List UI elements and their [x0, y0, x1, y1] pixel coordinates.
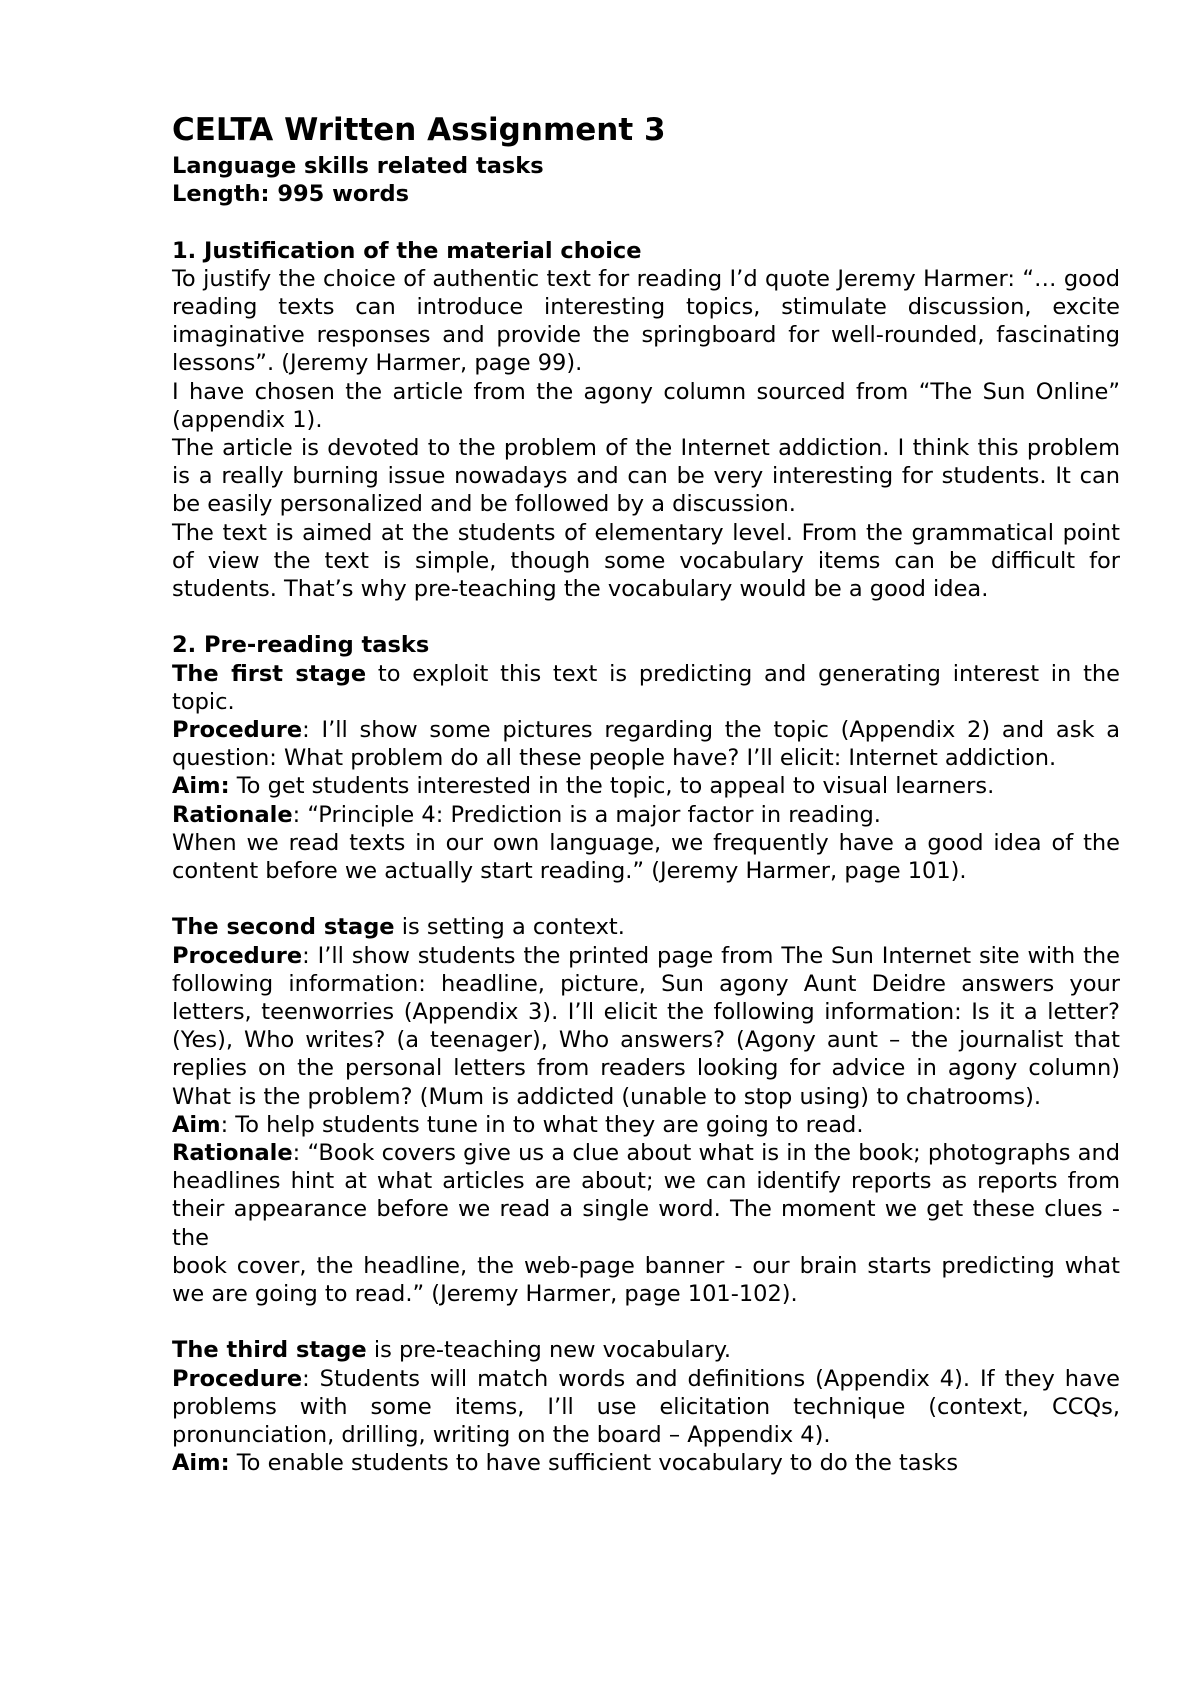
- document-title: CELTA Written Assignment 3: [172, 112, 666, 148]
- rationale-continued: book cover, the headline, the web-page banner - our brain starts predicting what we are going to read.” (Jeremy Harmer, page 101-102).: [172, 1252, 1120, 1308]
- stage-paragraph: [172, 913, 1120, 941]
- rationale-paragraph: [172, 801, 1120, 829]
- stage-paragraph: [172, 1336, 1120, 1364]
- spacer: [172, 603, 1120, 631]
- paragraph: The text is aimed at the students of elementary level. From the grammatical point of view the text is simple, though some vocabulary items can be difficult for students. That’s why pre-teaching the vocabulary would be a good idea.: [172, 519, 1120, 603]
- stage-paragraph: [172, 660, 1120, 716]
- aim-label: Aim: [172, 1111, 221, 1138]
- rationale-continued: When we read texts in our own language, we frequently have a good idea of the content before we actually start reading.” (Jeremy Harmer, page 101).: [172, 829, 1120, 885]
- document-subtitle: Language skills related tasks: [172, 153, 544, 179]
- spacer: [172, 1308, 1120, 1336]
- stage-text: to exploit this text is predicting and generating interest in the topic.: [172, 660, 1120, 715]
- aim-label: Aim:: [172, 773, 230, 800]
- procedure-label: Procedure: [172, 717, 303, 744]
- aim-paragraph: [172, 1449, 1120, 1477]
- document-page: [172, 112, 1120, 1477]
- stage-label: The first stage: [172, 660, 367, 687]
- procedure-text: : I’ll show some pictures regarding the topic (Appendix 2) and ask a question: What problem do all these people have? I’ll elicit: Internet addiction.: [172, 717, 1120, 772]
- stage-label: The second stage: [172, 914, 395, 941]
- procedure-text: : I’ll show students the printed page from The Sun Internet site with the following information: headline, picture, Sun agony Aunt Deidre answers your letters, teenworries (Appendix 3). I’ll elicit the following information: Is it a letter? (Yes), Who writes? (a teenager), Who answers? (Agony aunt – the journalist that replies on the personal letters from readers looking for advice in agony column) What is the problem? (Mum is addicted (unable to stop using) to chatrooms).: [172, 942, 1120, 1110]
- stage-text: is setting a context.: [394, 914, 625, 941]
- section-heading-pre-reading: 2. Pre-reading tasks: [172, 632, 430, 659]
- paragraph: The article is devoted to the problem of the Internet addiction. I think this problem is a really burning issue nowadays and can be very interesting for students. It can be easily personalized and be followed by a discussion.: [172, 435, 1120, 518]
- rationale-label: Rationale: [172, 1140, 293, 1167]
- spacer: [172, 885, 1120, 913]
- aim-label: Aim:: [172, 1450, 230, 1477]
- aim-text: To enable students to have sufficient vocabulary to do the tasks: [229, 1450, 959, 1477]
- procedure-label: Procedure: [172, 1365, 303, 1392]
- aim-paragraph: [172, 1111, 1120, 1139]
- word-count: Length: 995 words: [172, 181, 409, 208]
- procedure-paragraph: [172, 716, 1120, 772]
- procedure-paragraph: [172, 942, 1120, 1111]
- paragraph: I have chosen the article from the agony column sourced from “The Sun Online” (appendix 1).: [172, 378, 1120, 433]
- aim-paragraph: [172, 772, 1120, 800]
- procedure-paragraph: [172, 1365, 1120, 1450]
- paragraph: To justify the choice of authentic text for reading I’d quote Jeremy Harmer: “… good reading texts can introduce interesting topics, stimulate discussion, excite imaginative responses and provide the springboard for well-rounded, fascinating lessons”. (Jeremy Harmer, page 99).: [172, 265, 1120, 377]
- section-heading-justification: 1. Justification of the material choice: [172, 237, 642, 264]
- procedure-text: : Students will match words and definitions (Appendix 4). If they have problems with some items, I’ll use elicitation technique (context, CCQs, pronunciation, drilling, writing on the board – Appendix 4).: [172, 1365, 1120, 1449]
- spacer: [172, 208, 1120, 236]
- aim-text: To get students interested in the topic, to appeal to visual learners.: [229, 773, 995, 800]
- stage-label: The third stage: [172, 1337, 367, 1364]
- aim-text: : To help students tune in to what they are going to read.: [220, 1111, 864, 1138]
- stage-text: is pre-teaching new vocabulary.: [366, 1337, 731, 1364]
- rationale-text: : “Principle 4: Prediction is a major factor in reading.: [292, 801, 881, 828]
- rationale-text: : “Book covers give us a clue about what is in the book; photographs and headlines hint at what articles are about; we can identify reports as reports from their appearance before we read a single word. The moment we get these clues - the: [172, 1140, 1120, 1251]
- rationale-paragraph: [172, 1139, 1120, 1252]
- rationale-label: Rationale: [172, 801, 293, 828]
- procedure-label: Procedure: [172, 942, 303, 969]
